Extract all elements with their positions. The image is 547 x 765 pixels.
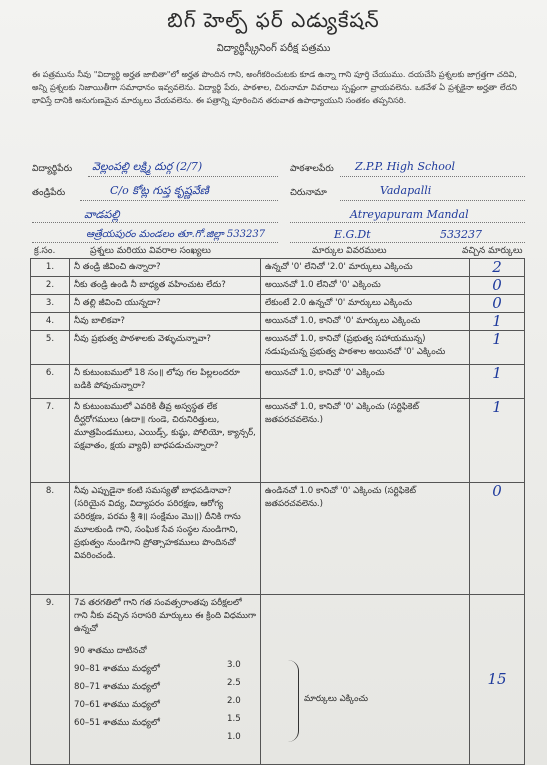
row-number: 1.	[31, 259, 70, 277]
row-marks[interactable]: 2	[470, 259, 525, 277]
row-number: 5.	[31, 331, 70, 365]
range-score: 1.0	[227, 732, 241, 742]
row-question: నీ తల్లి జీవించి యున్నదా?	[70, 295, 261, 313]
parent-value[interactable]: C/o కోట్ల గుప్త కృష్ణవేణి	[110, 184, 209, 197]
row-number: 4.	[31, 313, 70, 331]
row-question: నీ కుటుంబములో ఎవరికి తీవ్ర అస్వస్థత లేక దీర్ఘరోగములు (ఉదా॥ గుండె, చిరునిరిత్తులు, మూత్రపిండములు, ఎయిడ్స్, కుష్ఠు, పోలియో, క్యాన్సర్, పక్షవాతం, క్షయ వ్యాధి) బాధపడుచున్నారా?	[70, 399, 261, 483]
address-label: చిరునామా	[290, 188, 327, 198]
range-score: 2.0	[227, 696, 241, 706]
range-brace	[288, 660, 299, 742]
question-table	[30, 258, 525, 765]
col-instructions: మార్కుల వివరములు	[312, 246, 387, 256]
table-row	[31, 259, 525, 277]
row-marks[interactable]: 1	[470, 399, 525, 483]
row-question: నీవు బాలికవా?	[70, 313, 261, 331]
range-label: 70–61 శాతము మధ్యలో	[74, 699, 160, 710]
row-number: 8.	[31, 483, 70, 595]
row-instruction: లేకుంటే 2.0 ఉన్నచో '0' మార్కులు ఎక్కించు	[261, 295, 470, 313]
district-value[interactable]: ఆత్రేయపురం మండలం తూ.గో.జిల్లా 533237	[86, 229, 266, 240]
row-question: నీ కుటుంబములో 18 సం॥ లోపు గల పిల్లలందరూ బడికి పోవుచున్నారా?	[70, 365, 261, 399]
school-line	[340, 176, 525, 177]
row-marks[interactable]: 0	[470, 483, 525, 595]
table-row	[31, 365, 525, 399]
row-instruction: అయినచో 1.0, కానిచో (ప్రభుత్వ సహాయమున్న) నడుపుచున్న ప్రభుత్వ పాఠశాల అయినచో '0' ఎక్కించు	[261, 331, 470, 365]
range-label: 80–71 శాతము మధ్యలో	[74, 681, 160, 692]
form-title: బిగ్ హెల్ప్ ఫర్ ఎడ్యుకేషన్	[167, 8, 380, 32]
mandal-line	[290, 222, 525, 223]
table-row	[31, 399, 525, 483]
row-instruction: ఉండినచో 1.0 కానిచో '0' ఎక్కించు (సర్టిఫికెట్ జతపరచవలెను.)	[261, 483, 470, 595]
row-instruction: అయినచో 1.0 లేనిచో '0' ఎక్కించు	[261, 277, 470, 295]
row-question: నీవు ఎప్పుడైనా కంటి సమస్యతో బాధపడినావా? (సరియైన విద్య, విద్యాపరం పరిరక్షణ, ఆరోగ్య పరిరక్షణ, పరమ శ్రీ శి॥ సంక్షేమం మొ॥) దీనికి గాను మూలకుండి గాని, సంఘిక సేవ సంస్థల నుండిగాని, ప్రభుత్వం నుండిగాని ప్రోత్సాహకములు పొందినచో వివరించండి.	[70, 483, 261, 595]
col-sno: క్ర.సం.	[34, 246, 56, 256]
row-marks[interactable]: 0	[470, 277, 525, 295]
parent-line	[80, 200, 278, 201]
row-question: నీవు ప్రభుత్వ పాఠశాలకు వెళ్ళుచున్నావా?	[70, 331, 261, 365]
table-row	[31, 331, 525, 365]
row-question: నీకు తండ్రి ఉండి నీ బాధ్యత వహించుట లేదు?	[70, 277, 261, 295]
range-note: మార్కులు ఎక్కించు	[304, 694, 369, 704]
row-marks[interactable]: 15	[470, 595, 525, 765]
student-name-label: విద్యార్థిపేరు	[32, 164, 73, 174]
village-value[interactable]: వాడపల్లి	[84, 208, 120, 221]
range-score: 3.0	[227, 660, 241, 670]
row-number: 7.	[31, 399, 70, 483]
row-number: 6.	[31, 365, 70, 399]
student-name-line	[88, 176, 278, 177]
table-row	[31, 295, 525, 313]
parent-label: తండ్రిపేరు	[32, 188, 66, 198]
col-marks: వచ్చిన మార్కులు	[462, 246, 523, 256]
range-score: 1.5	[227, 714, 241, 724]
row-marks[interactable]: 1	[470, 313, 525, 331]
mandal-value[interactable]: Atreyapuram Mandal	[350, 208, 469, 221]
row-marks[interactable]: 0	[470, 295, 525, 313]
date-value[interactable]: E.G.Dt	[334, 228, 371, 241]
row-number: 2.	[31, 277, 70, 295]
pin-line	[290, 242, 525, 243]
col-question: ప్రశ్నలు మరియు వివరాల సంఖ్యలు	[90, 246, 211, 256]
table-row	[31, 483, 525, 595]
row-instruction: ఉన్నచో '0' లేనిచో '2.0' మార్కులు ఎక్కించు	[261, 259, 470, 277]
address-line	[340, 200, 525, 201]
range-label: 60–51 శాతము మధ్యలో	[74, 717, 160, 728]
intro-paragraph: ఈ పత్రమును నీవు "విద్యార్థి అర్హత జాబితా"లో అర్హత పొందిన గాని, అంగీకరించుటకు కూడ ఉన్నా గాని పూర్తి చేయుము. దయచేసి ప్రశ్నలకు జాగ్రత్తగా చదివి, అన్ని ప్రశ్నలకు నిజాయితీగా సమాధానం ఇవ్వవలెను. విద్యార్థి పేరు, పాఠశాల, చిరునామా వివరాలు స్పష్టంగా వ్రాయవలెను. ఒకవేళ ఏ ప్రశ్నకైనా అర్హతా లేదని భావిస్తే దానికి అనుగుణమైన మార్కులు వేయవలెను. ఈ పత్రాన్ని పూరించిన తరువాత ఉపాధ్యాయుని సంతకం తప్పనిసరి.	[32, 69, 517, 105]
pincode-value[interactable]: 533237	[440, 228, 482, 241]
row-number: 9.	[31, 595, 70, 765]
village-line	[32, 222, 278, 223]
row-marks[interactable]: 1	[470, 365, 525, 399]
district-line	[32, 242, 278, 243]
form-subtitle: విద్యార్థిస్క్రీనింగ్ పరీక్ష పత్రము	[216, 43, 331, 54]
row-instruction: అయినచో 1.0, కానిచో '0' ఎక్కించు	[261, 365, 470, 399]
row-marks[interactable]: 1	[470, 331, 525, 365]
range-score: 2.5	[227, 678, 241, 688]
table-row	[31, 313, 525, 331]
row-question: నీ తండ్రి జీవించి ఉన్నారా?	[70, 259, 261, 277]
row-question-text: 7వ తరగతిలో గాని గత సంవత్సరాంతపు పరీక్షలలో గాని నీకు వచ్చిన సరాసరి మార్కులు ఈ క్రింది విధముగా ఉన్నచో	[74, 598, 256, 634]
range-label: 90–81 శాతము మధ్యలో	[74, 663, 160, 674]
student-name-value[interactable]: వెల్లంపల్లి లక్ష్మి దుర్గ (2/7)	[92, 160, 203, 173]
row-instruction: అయినచో 1.0, కానిచో '0' ఎక్కించు (సర్టిఫికెట్ జతపరచవలెను.)	[261, 399, 470, 483]
address-value[interactable]: Vadapalli	[380, 184, 432, 197]
row-number: 3.	[31, 295, 70, 313]
table-row	[31, 595, 525, 765]
school-value[interactable]: Z.P.P. High School	[355, 160, 456, 173]
table-row	[31, 277, 525, 295]
row-instruction: అయినచో 1.0, కానిచో '0' మార్కులు ఎక్కించు	[261, 313, 470, 331]
range-label: 90 శాతము దాటినచో	[74, 645, 147, 656]
school-label: పాఠశాలపేరు	[290, 164, 334, 174]
range-scores	[227, 656, 241, 746]
